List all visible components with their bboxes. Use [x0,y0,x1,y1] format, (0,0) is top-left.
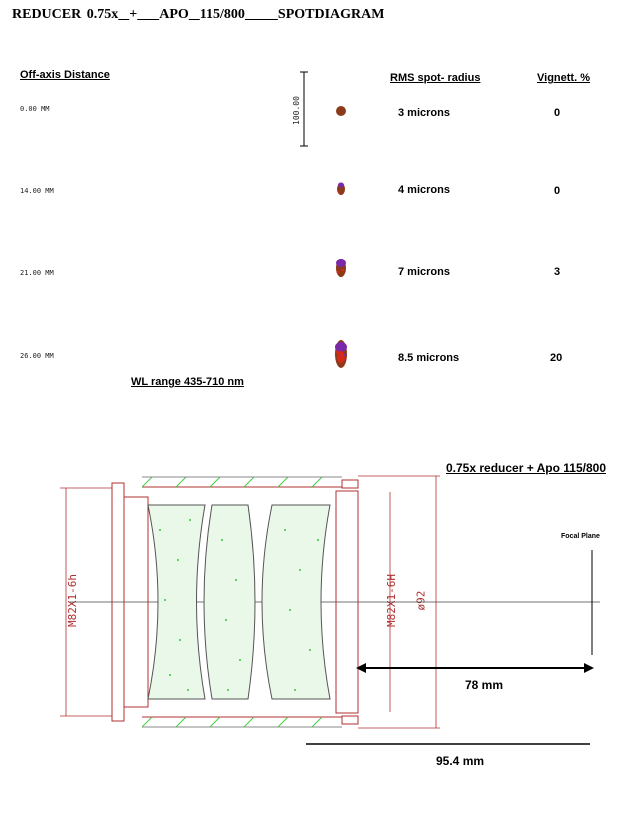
row-vignetting: 0 [554,185,561,197]
title-spec: 115/800 [199,7,245,22]
row-vignetting: 3 [554,266,561,278]
spot-diagram-2 [336,259,346,277]
wl-range: WL range 435-710 nm [131,376,244,388]
focal-plane-label: Focal Plane [561,533,600,540]
title-apo: APO [159,7,189,22]
header-vignetting: Vignett. % [537,72,590,84]
row-rms: 7 microns [398,266,450,278]
row-distance: 14.00 MM [20,187,54,195]
row-rms: 4 microns [398,184,450,196]
arrow-78mm [356,663,594,673]
thread-right-label: M82X1-6H [384,574,398,627]
scale-bar [300,72,308,146]
dimension-95mm: 95.4 mm [436,754,485,768]
header-distance: Off-axis Distance [20,69,110,81]
scale-bar-label: 100.00 [291,96,301,125]
lens-elements [148,505,330,699]
diameter-label: ø92 [414,590,428,611]
row-rms: 3 microns [398,107,450,119]
row-vignetting: 20 [550,352,563,364]
title-plus: + [129,7,138,22]
row-distance: 0.00 MM [20,105,50,113]
row-distance: 26.00 MM [20,352,54,360]
dimension-78mm: 78 mm [465,678,504,692]
row-vignetting: 0 [554,107,561,119]
thread-left-label: M82X1-6h [65,574,79,627]
title-spotdiagram: SPOTDIAGRAM [277,7,385,22]
row-rms: 8.5 microns [398,352,460,364]
drawing-caption: 0.75x reducer + Apo 115/800 [446,461,606,475]
spot-diagram-0 [336,106,346,116]
title-reducer: REDUCER 0.75x [12,7,119,22]
spot-diagram-1 [337,183,345,196]
header-rms: RMS spot- radius [390,72,481,84]
row-distance: 21.00 MM [20,269,54,277]
spot-diagram-3 [335,340,347,368]
